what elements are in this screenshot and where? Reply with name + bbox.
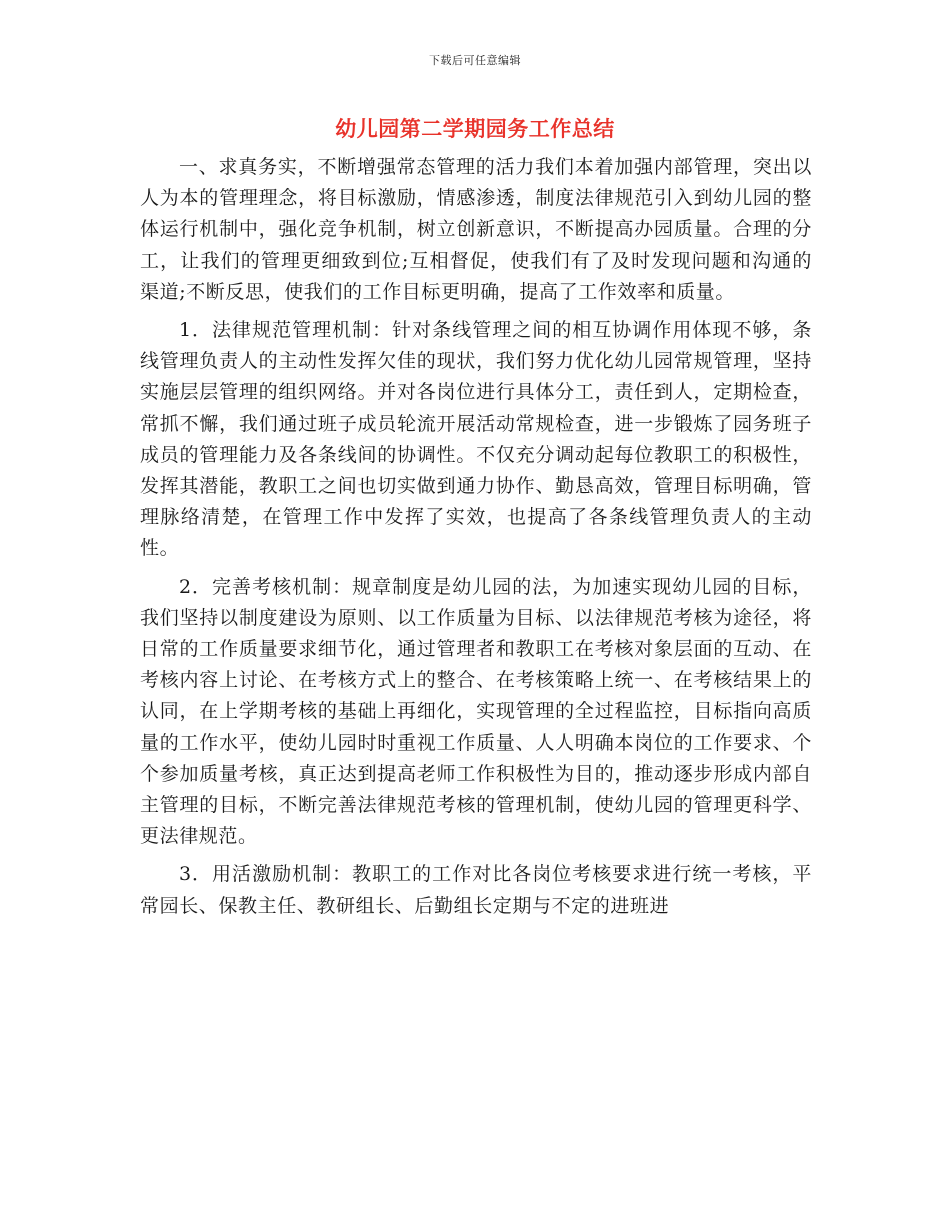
paragraph-intro: 一、求真务实，不断增强常态管理的活力我们本着加强内部管理，突出以人为本的管理理念，将目标激励，情感渗透，制度法律规范引入到幼儿园的整体运行机制中，强化竞争机制，树立创新意识，不断提高办园质量。合理的分工，让我们的管理更细致到位;互相督促，使我们有了及时发现问题和沟通的渠道;不断反思，使我们的工作目标更明确，提高了工作效率和质量。 (140, 156, 812, 303)
paragraph-3: 3．用活激励机制：教职工的工作对比各岗位考核要求进行统一考核，平常园长、保教主任、教研组长、后勤组长定期与不定的进班进 (140, 863, 812, 917)
paragraph-2: 2．完善考核机制：规章制度是幼儿园的法，为加速实现幼儿园的目标，我们坚持以制度建设为原则、以工作质量为目标、以法律规范考核为途径，将日常的工作质量要求细节化，通过管理者和教职工在考核对象层面的互动、在考核内容上讨论、在考核方式上的整合、在考核策略上统一、在考核结果上的认同，在上学期考核的基础上再细化，实现管理的全过程监控，目标指向高质量的工作水平，使幼儿园时时重视工作质量、人人明确本岗位的工作要求、个个参加质量考核，真正达到提高老师工作积极性为目的，推动逐步形成内部自主管理的目标，不断完善法律规范考核的管理机制，使幼儿园的管理更科学、更法律规范。 (140, 575, 812, 848)
document-title: 幼儿园第二学期园务工作总结 (335, 116, 615, 141)
paragraph-1: 1．法律规范管理机制：针对条线管理之间的相互协调作用体现不够，条线管理负责人的主动性发挥欠佳的现状，我们努力优化幼儿园常规管理，坚持实施层层管理的组织网络。并对各岗位进行具体分工，责任到人，定期检查，常抓不懈，我们通过班子成员轮流开展活动常规检查，进一步锻炼了园务班子成员的管理能力及各条线间的协调性。不仅充分调动起每位教职工的积极性，发挥其潜能，教职工之间也切实做到通力协作、勤恳高效，管理目标明确，管理脉络清楚，在管理工作中发挥了实效，也提高了各条线管理负责人的主动性。 (140, 319, 812, 560)
header-note: 下载后可任意编辑 (429, 54, 521, 67)
document-body (140, 152, 812, 922)
